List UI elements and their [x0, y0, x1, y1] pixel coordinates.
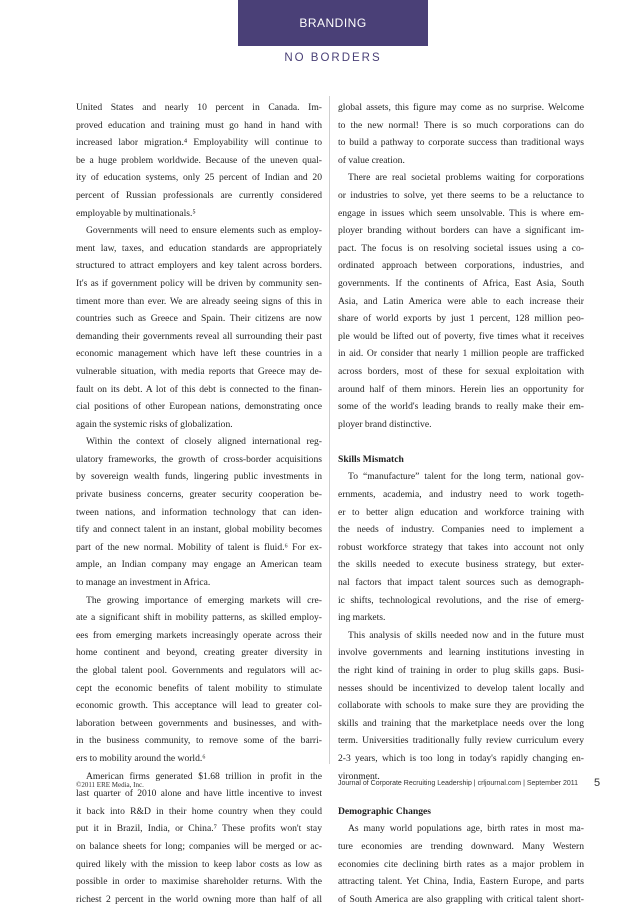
text-line: possible in order to maximise shareholder returns. With the [76, 876, 322, 888]
text-line: by sovereign wealth funds, lingering public investments in [76, 471, 322, 483]
text-line: it back into R&D in their home country when they could [76, 805, 322, 817]
text-line: attracting talent. Yet China, India, Eastern Europe, and parts [338, 876, 584, 888]
text-line: It's as if government policy will be driven by community sen- [76, 277, 322, 289]
text-line: collaborate with schools to make sure they are providing the [338, 700, 584, 712]
text-line: pact. The focus is on resolving societal issues using a co- [338, 242, 584, 254]
section-banner [238, 0, 428, 46]
text-line: vulnerable situation, with media reports that Greece may de- [76, 365, 322, 377]
text-line: structured to attract employers and key talent across borders. [76, 260, 322, 272]
text-line: United States and nearly 10 percent in Canada. Im- [76, 102, 322, 113]
text-line: or industries to solve, yet there seems to be a reluctance to [338, 189, 584, 201]
text-line: ture economies are trending downward. Many Western [338, 840, 584, 852]
column-divider [329, 96, 330, 764]
text-line: employable by multinationals.⁵ [76, 207, 196, 219]
text-line: ment law, taxes, and education standards are appropriately [76, 242, 322, 254]
text-line: demanding their governments reveal all surrounding their past [76, 330, 322, 342]
text-line: ployer brand distinctive. [338, 418, 432, 430]
paragraph-gap [338, 785, 584, 803]
text-line: ernments, academia, and industry need to work togeth- [338, 489, 584, 501]
text-line: quired likely with the mission to keep labor costs as low as [76, 858, 322, 870]
text-line: private business concerns, greater security cooperation be- [76, 489, 322, 501]
text-line: proved education and training must go hand in hand with [76, 119, 322, 131]
text-line: er to better align education and workforce training with [338, 506, 584, 518]
text-line: global assets, this figure may come as no surprise. Welcome [338, 102, 584, 113]
section-heading: Demographic Changes [338, 805, 432, 817]
text-line: cept the economic benefits of talent mobility to stimulate [76, 682, 322, 694]
text-line: the global talent pool. Governments and regulators will ac- [76, 665, 322, 676]
paragraph-gap [338, 433, 584, 451]
text-line: richest 2 percent in the world owning more than half of all [76, 893, 322, 905]
text-line: the skills needed to execute business strategy, but exter- [338, 559, 584, 571]
text-line: of value creation. [338, 154, 405, 166]
page-number: 5 [594, 777, 601, 789]
text-line: involve governments and learning institutions investing in [338, 647, 584, 659]
text-line: Asia, and Latin America were able to each increase their [338, 295, 584, 307]
text-line: This analysis of skills needed now and in the future must [348, 629, 584, 641]
text-line: timent more than ever. We are already seeing signs of this in [76, 295, 322, 307]
text-line: nesses should be incentivized to develop talent locally and [338, 682, 584, 694]
text-line: ordinated approach between corporations, industries, and [338, 260, 584, 272]
text-line: be a huge problem worldwide. Because of the uneven qual- [76, 154, 322, 166]
text-line: to build a pathway to corporate success than traditional ways [338, 137, 584, 149]
text-line: ing markets. [338, 612, 386, 624]
text-line: ate a significant shift in mobility patterns, as skilled employ- [76, 612, 322, 624]
text-line: the needs of industry. Companies need to implement a [338, 524, 584, 536]
text-line: skills and training that the marketplace needs over the long [338, 717, 584, 729]
text-line: some of the world's leading brands to really make their em- [338, 401, 584, 413]
text-line: part of the new normal. Mobility of talent is fluid.⁶ For ex- [76, 541, 322, 553]
text-line: cial positions of other European nations, demonstrating once [76, 401, 322, 413]
text-line: American firms generated $1.68 trillion in profit in the [86, 770, 322, 782]
text-line: As many world populations age, birth rates in most ma- [348, 823, 584, 835]
text-line: economic management which have left these countries in a [76, 348, 322, 360]
section-heading: Skills Mismatch [338, 453, 404, 465]
text-line: ample, an Indian company may engage an American team [76, 559, 322, 571]
text-line: There are real societal problems waiting for corporations [348, 172, 584, 184]
text-line: in aid. Or consider that nearly 1 million people are trafficked [338, 348, 584, 360]
text-line: countries such as Greece and Spain. Their citizens are now [76, 313, 322, 325]
text-line: home continent and beyond, creating greater diversity in [76, 647, 322, 659]
text-line: to manage an investment in Africa. [76, 577, 211, 589]
section-subtitle: NO BORDERS [284, 52, 382, 64]
text-line: nal factors that impact talent sources such as demograph- [338, 577, 584, 589]
text-line: The growing importance of emerging markets will cre- [86, 594, 322, 606]
text-line: ees from emerging markets increasingly operate across their [76, 629, 322, 641]
text-line: term. Universities traditionally fully review curriculum every [338, 735, 584, 747]
copyright-notice: ©2011 ERE Media, Inc. [76, 781, 144, 789]
text-line: tify and connect talent in an instant, global mobility becomes [76, 524, 322, 536]
text-line: ers to mobility around the world.⁶ [76, 752, 206, 764]
text-line: robust workforce strategy that takes into account not only [338, 541, 584, 553]
text-line: share of world exports by just 1 percent, 128 million peo- [338, 313, 584, 325]
text-line: across borders, most of these for sexual exploitation with [338, 365, 584, 377]
text-line: 2-3 years, which is too long in today's rapidly changing en- [338, 752, 584, 764]
journal-citation: Journal of Corporate Recruiting Leadership | crljournal.com | September 2011 [338, 780, 579, 787]
text-line: around half of them minors. Herein lies an opportunity for [338, 383, 584, 395]
text-line: on balance sheets for long; companies will be merged or ac- [76, 840, 322, 852]
text-line: ulatory frameworks, the growth of cross-border acquisitions [76, 453, 322, 465]
text-line: economic growth. This acceptance will lead to greater col- [76, 700, 322, 712]
text-line: Governments will need to ensure elements such as employ- [86, 225, 322, 237]
text-line: ic shifts, technological revolutions, and the rise of emerg- [338, 594, 584, 606]
text-line: governments. If the continents of Africa, East Asia, South [338, 277, 584, 289]
text-line: tween nations, and information technology that can iden- [76, 506, 322, 518]
text-line: To “manufacture” talent for the long term, national gov- [348, 471, 584, 483]
text-line: ple would be lifted out of poverty, five times what it receives [338, 330, 584, 342]
text-line: increased labor migration.⁴ Employability will continue to [76, 137, 322, 149]
text-line: put it in Brazil, India, or China.⁷ These profits won't stay [76, 823, 322, 835]
text-line: in the business community, to remove some of the barri- [76, 735, 322, 747]
text-line: ployer branding without borders can have a significant im- [338, 225, 584, 237]
text-line: percent of Russian professionals are currently considered [76, 189, 322, 201]
text-line: the right kind of training in order to plug skills gaps. Busi- [338, 665, 584, 676]
text-line: ity of education systems, only 25 percent of Indian and 20 [76, 172, 322, 184]
text-line: economies cite declining birth rates as a major problem in [338, 858, 584, 870]
text-line: last quarter of 2010 alone and have little incentive to invest [76, 788, 322, 800]
text-line: vironment. [338, 770, 380, 782]
text-line: fault on its debt. A lot of this debt is connected to the finan- [76, 383, 322, 395]
text-line: laboration between governments and businesses, and with- [76, 717, 322, 729]
text-line: to the new normal! There is so much corporations can do [338, 119, 584, 131]
text-line: engage in issues which seem unsolvable. This is where em- [338, 207, 584, 219]
text-line: again the systemic risks of globalization. [76, 418, 233, 430]
section-title: BRANDING [299, 16, 367, 30]
text-line: of South America are also grappling with critical talent short- [338, 893, 584, 905]
text-line: Within the context of closely aligned international reg- [86, 436, 322, 448]
